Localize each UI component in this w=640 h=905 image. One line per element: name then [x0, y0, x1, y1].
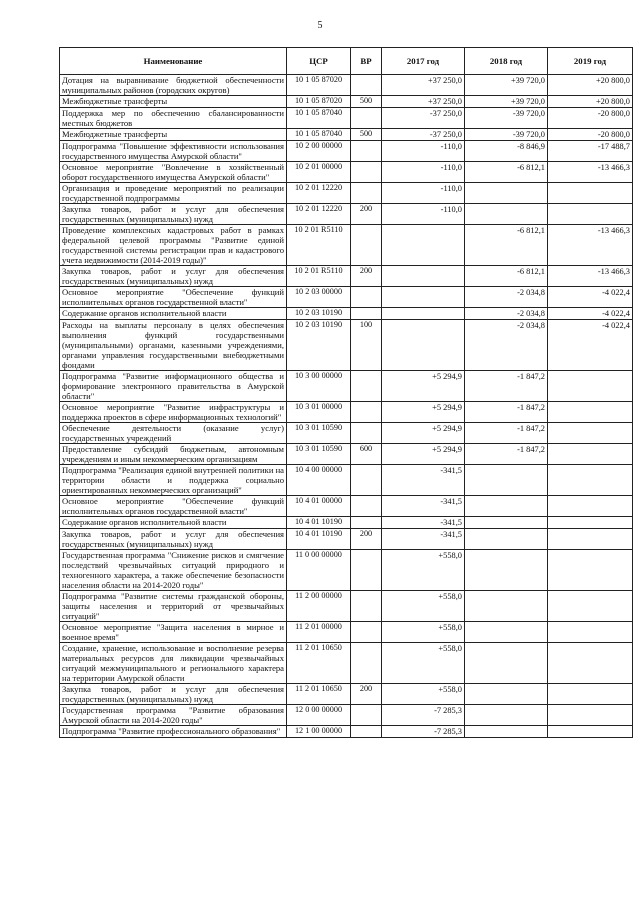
table-row	[60, 591, 633, 622]
cell-y3	[548, 591, 633, 622]
cell-y1	[382, 684, 465, 705]
table-row	[60, 162, 633, 183]
cell-y2	[465, 308, 548, 320]
cell-vr: 100	[351, 320, 382, 371]
cell-y3	[548, 320, 633, 371]
cell-vr: 200	[351, 204, 382, 225]
cell-vr: 200	[351, 266, 382, 287]
cell-csr: 11 0 00 00000	[287, 550, 351, 591]
cell-vr: 500	[351, 129, 382, 141]
value-y1: -341,5	[440, 466, 462, 475]
cell-y1	[382, 529, 465, 550]
cell-name: Расходы на выплаты персоналу в целях обеспечения выполнения функций государственными (муниципальными) органами, казенными учреждениями, органами управления государственными внебюджетными фондами	[60, 320, 287, 371]
value-y2: -6 812,1	[517, 226, 545, 235]
cell-vr	[351, 371, 382, 402]
table-row	[60, 183, 633, 204]
cell-y1	[382, 96, 465, 108]
cell-name: Содержание органов исполнительной власти	[60, 517, 287, 529]
cell-y3	[548, 517, 633, 529]
cell-vr	[351, 705, 382, 726]
value-y2: -2 034,8	[517, 309, 545, 318]
value-y1: +37 250,0	[427, 76, 462, 85]
table-row	[60, 529, 633, 550]
cell-csr: 11 2 01 10650	[287, 684, 351, 705]
cell-name: Основное мероприятие "Обеспечение функций исполнительных органов государственной власти"	[60, 287, 287, 308]
page-number: 5	[317, 20, 323, 31]
value-y1: +558,0	[438, 623, 462, 632]
cell-csr: 10 3 01 10590	[287, 423, 351, 444]
cell-y2	[465, 726, 548, 738]
cell-y1	[382, 266, 465, 287]
cell-y3	[548, 129, 633, 141]
cell-y2	[465, 141, 548, 162]
cell-name: Закупка товаров, работ и услуг для обеспечения государственных (муниципальных) нужд	[60, 266, 287, 287]
cell-vr: 200	[351, 529, 382, 550]
cell-name: Дотация на выравнивание бюджетной обеспеченности муниципальных районов (городских округов)	[60, 75, 287, 96]
cell-name: Основное мероприятие "Обеспечение функций исполнительных органов государственной власти"	[60, 496, 287, 517]
cell-csr: 10 3 01 00000	[287, 402, 351, 423]
cell-y2	[465, 705, 548, 726]
cell-csr: 10 1 05 87040	[287, 108, 351, 129]
cell-name: Подпрограмма "Повышение эффективности использования государственного имущества Амурской области"	[60, 141, 287, 162]
value-y2: -1 847,2	[517, 424, 545, 433]
cell-csr: 10 1 05 87040	[287, 129, 351, 141]
cell-y2	[465, 529, 548, 550]
value-y1: +558,0	[438, 551, 462, 560]
value-y2: -1 847,2	[517, 403, 545, 412]
cell-y2	[465, 591, 548, 622]
cell-y1	[382, 108, 465, 129]
cell-csr: 10 2 01 R5110	[287, 225, 351, 266]
value-y1: -110,0	[440, 163, 462, 172]
cell-y1	[382, 204, 465, 225]
cell-y3	[548, 162, 633, 183]
value-y2: -6 812,1	[517, 267, 545, 276]
cell-y3	[548, 529, 633, 550]
value-y3: +20 800,0	[595, 97, 630, 106]
cell-y2	[465, 444, 548, 465]
cell-y2	[465, 622, 548, 643]
cell-csr: 10 2 01 12220	[287, 183, 351, 204]
header-csr: ЦСР	[287, 48, 351, 75]
cell-vr: 600	[351, 444, 382, 465]
cell-name: Обеспечение деятельности (оказание услуг) государственных учреждений	[60, 423, 287, 444]
cell-name: Закупка товаров, работ и услуг для обеспечения государственных (муниципальных) нужд	[60, 684, 287, 705]
cell-csr: 10 3 00 00000	[287, 371, 351, 402]
cell-y2	[465, 108, 548, 129]
table-row	[60, 423, 633, 444]
cell-vr	[351, 643, 382, 684]
cell-y2	[465, 129, 548, 141]
value-y1: -110,0	[440, 184, 462, 193]
value-y2: -8 846,9	[517, 142, 545, 151]
cell-name: Содержание органов исполнительной власти	[60, 308, 287, 320]
value-y1: -37 250,0	[429, 130, 462, 139]
value-y2: -39 720,0	[512, 130, 545, 139]
cell-y3	[548, 402, 633, 423]
cell-csr: 10 2 03 10190	[287, 320, 351, 371]
table-row	[60, 141, 633, 162]
table-row	[60, 266, 633, 287]
cell-vr	[351, 402, 382, 423]
cell-y3	[548, 141, 633, 162]
cell-name: Подпрограмма "Развитие профессионального образования"	[60, 726, 287, 738]
cell-y3	[548, 684, 633, 705]
table-row	[60, 371, 633, 402]
cell-vr	[351, 141, 382, 162]
value-y3: -4 022,4	[602, 288, 630, 297]
value-y1: +5 294,9	[432, 424, 462, 433]
cell-y1	[382, 308, 465, 320]
cell-y1	[382, 622, 465, 643]
cell-y3	[548, 726, 633, 738]
cell-y3	[548, 108, 633, 129]
cell-name: Организация и проведение мероприятий по реализации государственной подпрограммы	[60, 183, 287, 204]
cell-y2	[465, 266, 548, 287]
cell-csr: 10 1 05 87020	[287, 96, 351, 108]
value-y1: +5 294,9	[432, 445, 462, 454]
table-row	[60, 550, 633, 591]
cell-y3	[548, 96, 633, 108]
value-y3: +20 800,0	[595, 76, 630, 85]
cell-vr: 200	[351, 684, 382, 705]
cell-y1	[382, 129, 465, 141]
cell-y3	[548, 75, 633, 96]
cell-y2	[465, 550, 548, 591]
value-y1: +5 294,9	[432, 403, 462, 412]
cell-y2	[465, 204, 548, 225]
cell-y1	[382, 726, 465, 738]
value-y2: -2 034,8	[517, 288, 545, 297]
cell-y2	[465, 643, 548, 684]
table-row	[60, 287, 633, 308]
cell-vr	[351, 183, 382, 204]
cell-name: Проведение комплексных кадастровых работ в рамках федеральной целевой программы "Развитие единой государственной системы регистрации прав и кадастрового учета недвижимости (2014-2019 годы)"	[60, 225, 287, 266]
cell-y1	[382, 162, 465, 183]
value-y2: -1 847,2	[517, 445, 545, 454]
cell-y1	[382, 371, 465, 402]
table-row	[60, 204, 633, 225]
cell-name: Закупка товаров, работ и услуг для обеспечения государственных (муниципальных) нужд	[60, 204, 287, 225]
cell-y3	[548, 308, 633, 320]
table-row	[60, 726, 633, 738]
cell-y3	[548, 444, 633, 465]
cell-vr	[351, 465, 382, 496]
cell-y3	[548, 266, 633, 287]
table-row	[60, 465, 633, 496]
cell-name: Подпрограмма "Реализация единой внутренней политики на территории области и поддержка социально ориентированных некоммерческих организаций"	[60, 465, 287, 496]
value-y1: -7 285,3	[434, 706, 462, 715]
header-vr: ВР	[351, 48, 382, 75]
table-row	[60, 705, 633, 726]
cell-csr: 10 3 01 10590	[287, 444, 351, 465]
cell-y2	[465, 371, 548, 402]
value-y1: +37 250,0	[427, 97, 462, 106]
cell-y1	[382, 183, 465, 204]
cell-y1	[382, 643, 465, 684]
cell-y1	[382, 225, 465, 266]
value-y1: -110,0	[440, 142, 462, 151]
table-row	[60, 496, 633, 517]
header-2018: 2018 год	[465, 48, 548, 75]
cell-name: Предоставление субсидий бюджетным, автономным учреждениям и иным некоммерческим организациям	[60, 444, 287, 465]
value-y1: -341,5	[440, 518, 462, 527]
table-row	[60, 517, 633, 529]
value-y3: -4 022,4	[602, 309, 630, 318]
table-row	[60, 622, 633, 643]
value-y2: +39 720,0	[510, 76, 545, 85]
cell-y1	[382, 591, 465, 622]
value-y2: -6 812,1	[517, 163, 545, 172]
table-row	[60, 129, 633, 141]
cell-y3	[548, 204, 633, 225]
cell-csr: 11 2 01 00000	[287, 622, 351, 643]
cell-csr: 11 2 00 00000	[287, 591, 351, 622]
table-row	[60, 225, 633, 266]
header-2019: 2019 год	[548, 48, 633, 75]
cell-name: Закупка товаров, работ и услуг для обеспечения государственных (муниципальных) нужд	[60, 529, 287, 550]
cell-y1	[382, 550, 465, 591]
value-y3: -4 022,4	[602, 321, 630, 330]
cell-y3	[548, 287, 633, 308]
value-y3: -13 466,3	[597, 267, 630, 276]
value-y3: -17 488,7	[597, 142, 630, 151]
cell-vr	[351, 591, 382, 622]
value-y3: -13 466,3	[597, 226, 630, 235]
value-y3: -20 800,0	[597, 130, 630, 139]
value-y2: -39 720,0	[512, 109, 545, 118]
cell-csr: 10 4 01 10190	[287, 517, 351, 529]
value-y1: -341,5	[440, 497, 462, 506]
cell-y2	[465, 402, 548, 423]
cell-y1	[382, 320, 465, 371]
cell-name: Подпрограмма "Развитие информационного общества и формирование электронного правительства в Амурской области"	[60, 371, 287, 402]
cell-csr: 10 2 01 12220	[287, 204, 351, 225]
table-row	[60, 643, 633, 684]
cell-csr: 10 4 01 10190	[287, 529, 351, 550]
table-row	[60, 308, 633, 320]
cell-y1	[382, 517, 465, 529]
cell-vr	[351, 622, 382, 643]
cell-y1	[382, 423, 465, 444]
cell-y2	[465, 465, 548, 496]
cell-name: Поддержка мер по обеспечению сбалансированности местных бюджетов	[60, 108, 287, 129]
cell-y1	[382, 402, 465, 423]
cell-y1	[382, 705, 465, 726]
cell-y3	[548, 423, 633, 444]
table-row	[60, 75, 633, 96]
table-row	[60, 96, 633, 108]
value-y1: -7 285,3	[434, 727, 462, 736]
cell-y1	[382, 444, 465, 465]
cell-name: Создание, хранение, использование и восполнение резерва материальных ресурсов для ликвидации чрезвычайных ситуаций межмуниципального и регионального характера на территории Амурской области	[60, 643, 287, 684]
cell-y2	[465, 287, 548, 308]
cell-y2	[465, 96, 548, 108]
cell-name: Основное мероприятие "Развитие инфраструктуры и поддержка проектов в сфере информационных технологий"	[60, 402, 287, 423]
value-y2: +39 720,0	[510, 97, 545, 106]
cell-vr	[351, 517, 382, 529]
cell-y2	[465, 75, 548, 96]
cell-y3	[548, 550, 633, 591]
table-header-row	[60, 48, 633, 75]
cell-y2	[465, 320, 548, 371]
cell-csr: 10 2 01 R5110	[287, 266, 351, 287]
cell-y3	[548, 371, 633, 402]
cell-vr	[351, 287, 382, 308]
cell-vr: 500	[351, 96, 382, 108]
cell-csr: 10 4 00 00000	[287, 465, 351, 496]
value-y1: +558,0	[438, 592, 462, 601]
cell-y2	[465, 423, 548, 444]
cell-y3	[548, 183, 633, 204]
cell-vr	[351, 550, 382, 591]
table-row	[60, 684, 633, 705]
value-y1: +5 294,9	[432, 372, 462, 381]
cell-y2	[465, 684, 548, 705]
cell-csr: 11 2 01 10650	[287, 643, 351, 684]
value-y1: +558,0	[438, 644, 462, 653]
cell-y3	[548, 225, 633, 266]
cell-y2	[465, 162, 548, 183]
cell-y2	[465, 496, 548, 517]
cell-y3	[548, 705, 633, 726]
cell-vr	[351, 108, 382, 129]
cell-y1	[382, 75, 465, 96]
cell-name: Подпрограмма "Развитие системы гражданской обороны, защиты населения и территорий от чрезвычайных ситуаций"	[60, 591, 287, 622]
cell-vr	[351, 496, 382, 517]
table-row	[60, 108, 633, 129]
value-y2: -2 034,8	[517, 321, 545, 330]
cell-csr: 12 0 00 00000	[287, 705, 351, 726]
cell-y1	[382, 287, 465, 308]
cell-vr	[351, 225, 382, 266]
cell-vr	[351, 726, 382, 738]
cell-y1	[382, 496, 465, 517]
budget-table	[59, 47, 633, 738]
cell-csr: 10 4 01 00000	[287, 496, 351, 517]
table-row	[60, 320, 633, 371]
cell-csr: 10 2 03 00000	[287, 287, 351, 308]
cell-y1	[382, 465, 465, 496]
cell-name: Межбюджетные трансферты	[60, 96, 287, 108]
cell-csr: 10 1 05 87020	[287, 75, 351, 96]
cell-y2	[465, 183, 548, 204]
value-y3: -13 466,3	[597, 163, 630, 172]
cell-csr: 10 2 01 00000	[287, 162, 351, 183]
header-name: Наименование	[60, 48, 287, 75]
cell-name: Государственная программа "Снижение рисков и смягчение последствий чрезвычайных ситуаций природного и техногенного характера, а также обеспечение безопасности населения области на 2014-2020 годы"	[60, 550, 287, 591]
cell-y3	[548, 465, 633, 496]
cell-y3	[548, 622, 633, 643]
cell-y2	[465, 517, 548, 529]
cell-name: Государственная программа "Развитие образования Амурской области на 2014-2020 годы"	[60, 705, 287, 726]
cell-csr: 12 1 00 00000	[287, 726, 351, 738]
table-row	[60, 444, 633, 465]
cell-y3	[548, 496, 633, 517]
cell-name: Основное мероприятие "Вовлечение в хозяйственный оборот государственного имущества Амурской области"	[60, 162, 287, 183]
cell-vr	[351, 308, 382, 320]
cell-name: Межбюджетные трансферты	[60, 129, 287, 141]
cell-csr: 10 2 03 10190	[287, 308, 351, 320]
cell-y2	[465, 225, 548, 266]
cell-vr	[351, 75, 382, 96]
header-2017: 2017 год	[382, 48, 465, 75]
value-y1: -110,0	[440, 205, 462, 214]
cell-vr	[351, 423, 382, 444]
cell-csr: 10 2 00 00000	[287, 141, 351, 162]
value-y1: -37 250,0	[429, 109, 462, 118]
cell-y3	[548, 643, 633, 684]
value-y1: +558,0	[438, 685, 462, 694]
cell-vr	[351, 162, 382, 183]
value-y3: -20 800,0	[597, 109, 630, 118]
table-row	[60, 402, 633, 423]
value-y1: -341,5	[440, 530, 462, 539]
cell-y1	[382, 141, 465, 162]
cell-name: Основное мероприятие "Защита населения в мирное и военное время"	[60, 622, 287, 643]
value-y2: -1 847,2	[517, 372, 545, 381]
